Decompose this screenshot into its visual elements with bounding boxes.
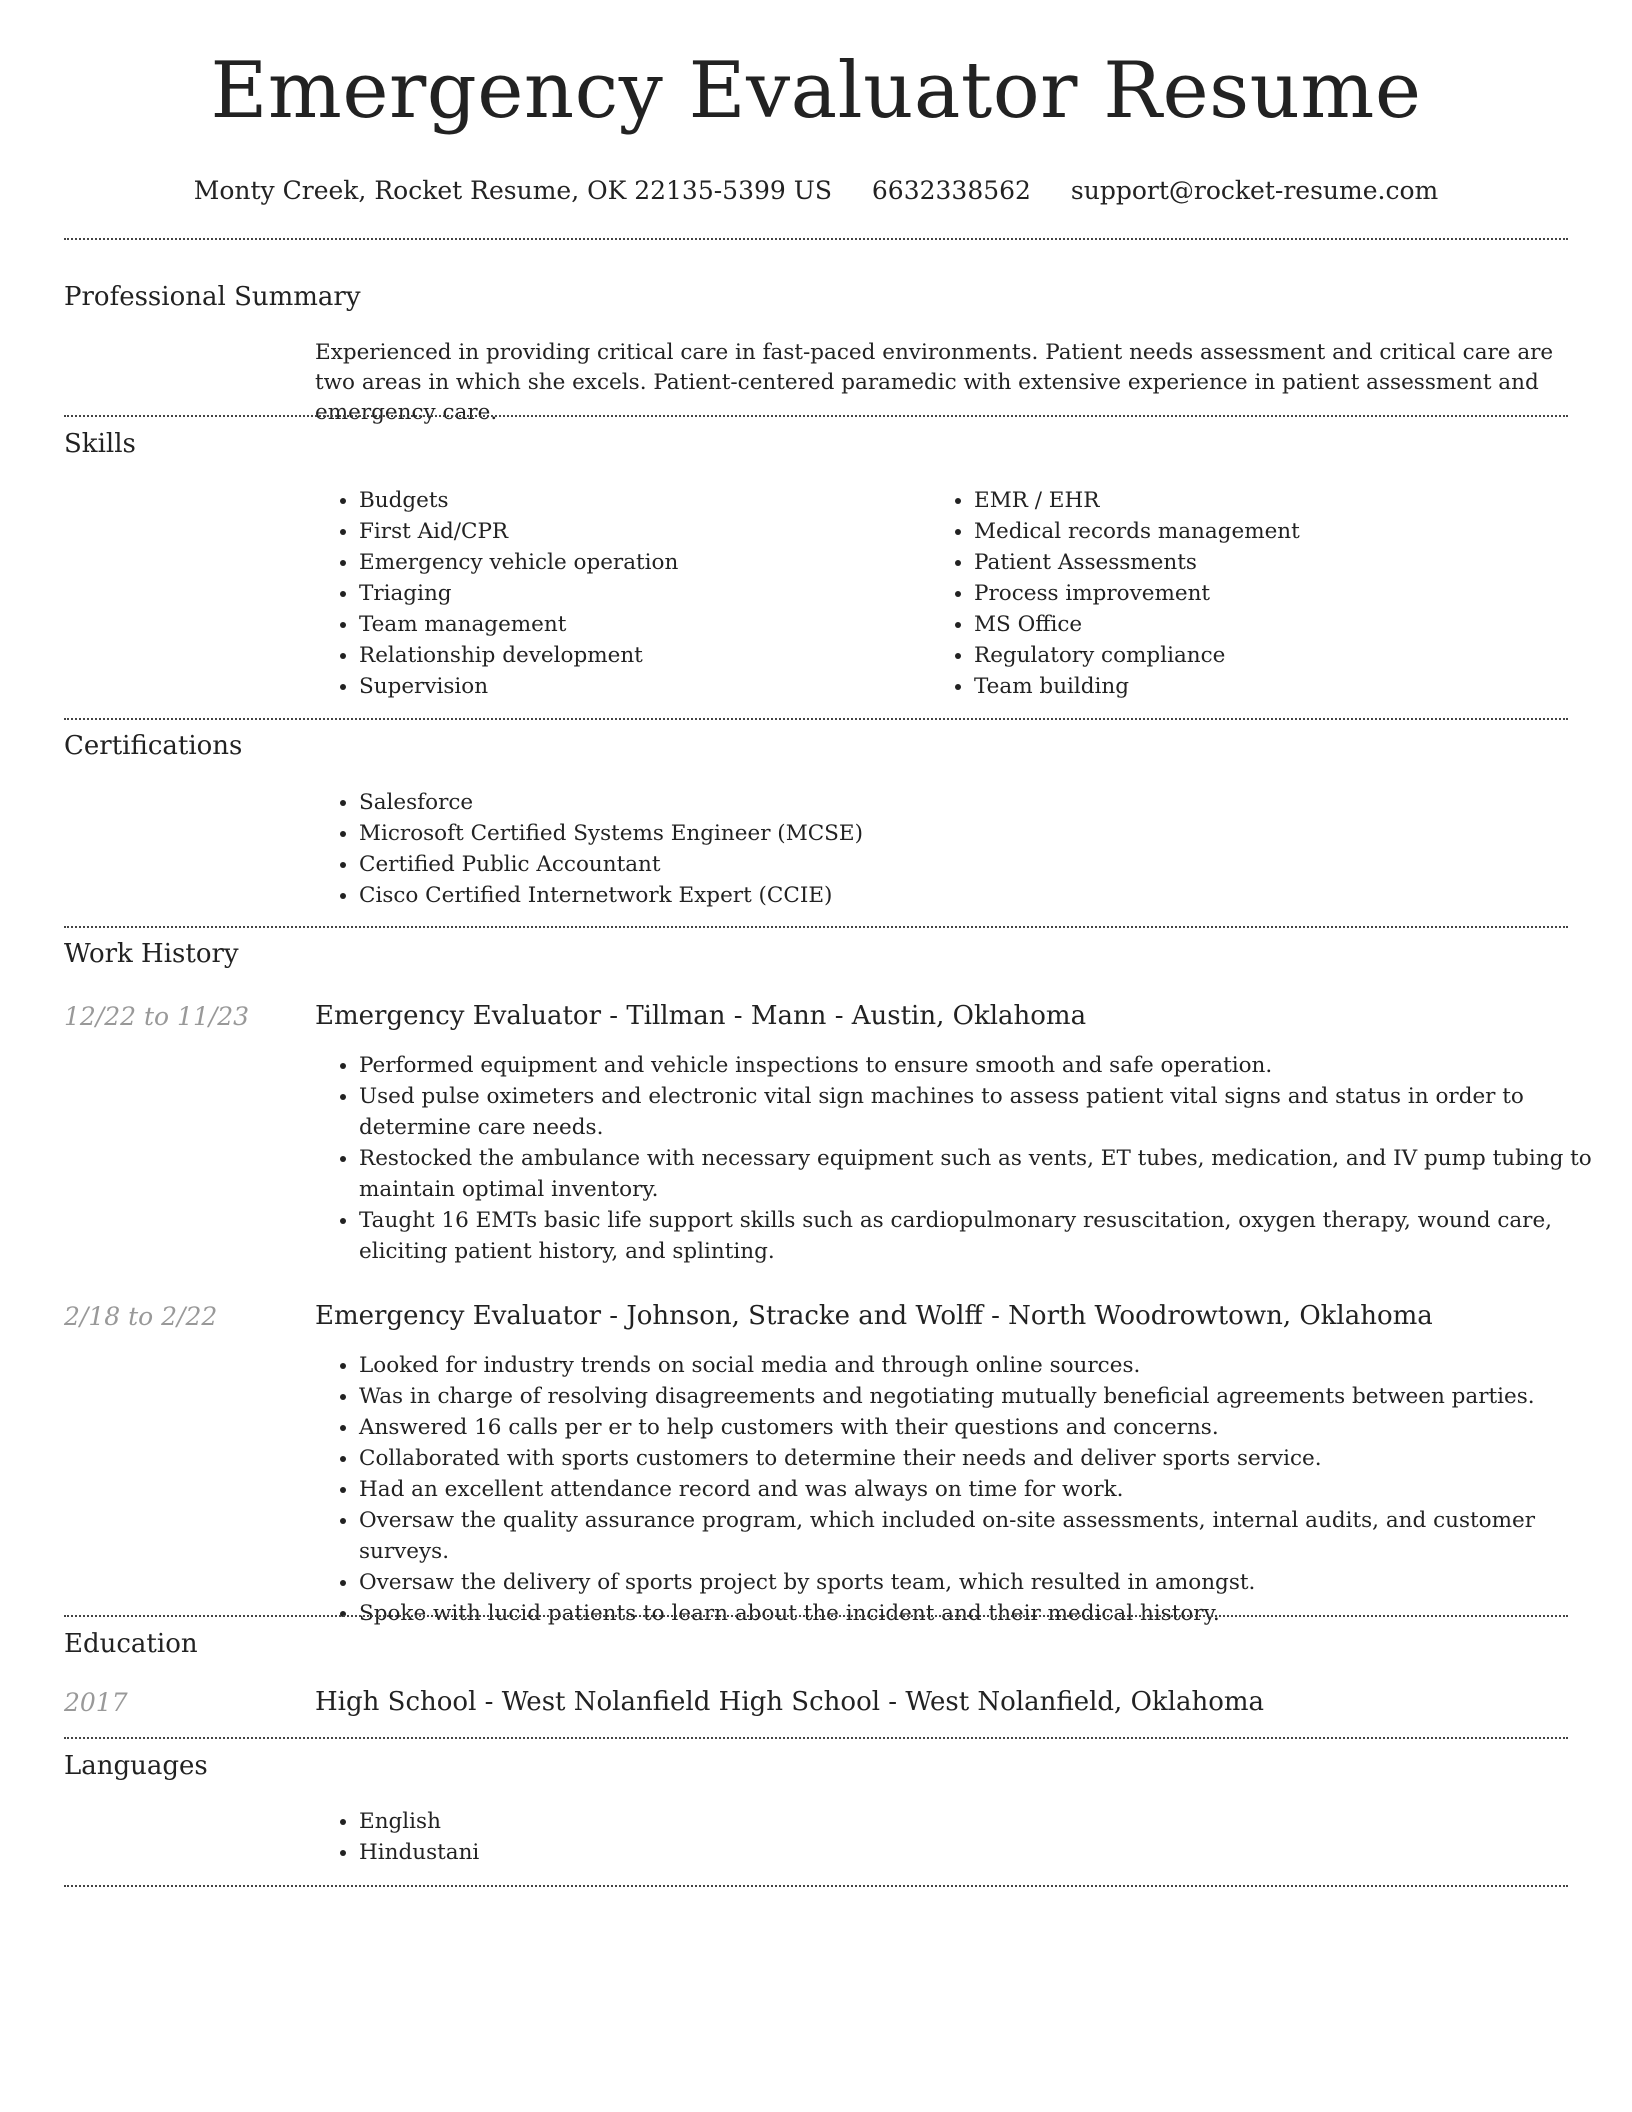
job-title: Emergency Evaluator - Tillman - Mann - Austin, Oklahoma bbox=[315, 1001, 1087, 1031]
divider bbox=[64, 1737, 1568, 1739]
contact-address: Monty Creek, Rocket Resume, OK 22135-5399 US bbox=[193, 176, 832, 205]
contact-line bbox=[0, 176, 1632, 205]
summary-heading: Professional Summary bbox=[64, 282, 361, 312]
summary-text: Experienced in providing critical care in fast-paced environments. Patient needs assessment and critical care are two areas in which she excels. Patient-centered paramedic with extensive experience in patient assessment and emergency care. bbox=[315, 340, 1554, 425]
divider bbox=[64, 1885, 1568, 1887]
list-item: • Oversaw the delivery of sports project by sports team, which resulted in amongst. bbox=[359, 1567, 1611, 1598]
skills-heading: Skills bbox=[64, 429, 136, 459]
list-item: • Used pulse oximeters and electronic vital sign machines to assess patient vital signs and status in order to determine care needs. bbox=[359, 1081, 1611, 1143]
skills-list-col2 bbox=[930, 485, 1574, 702]
certifications-list bbox=[315, 787, 1559, 911]
resume-title: Emergency Evaluator Resume bbox=[210, 46, 1422, 136]
education-year: 2017 bbox=[64, 1688, 128, 1717]
divider bbox=[64, 1615, 1568, 1617]
list-item: • Cisco Certified Internetwork Expert (CCIE) bbox=[359, 880, 1559, 911]
education-entry: High School - West Nolanfield High School - West Nolanfield, Oklahoma bbox=[315, 1687, 1265, 1717]
list-item: • Emergency vehicle operation bbox=[359, 547, 919, 578]
languages-heading: Languages bbox=[64, 1751, 208, 1781]
list-item: • Answered 16 calls per er to help customers with their questions and concerns. bbox=[359, 1412, 1611, 1443]
job-dates: 12/22 to 11/23 bbox=[64, 1002, 250, 1031]
list-item: • Performed equipment and vehicle inspections to ensure smooth and safe operation. bbox=[359, 1050, 1611, 1081]
list-item: • Collaborated with sports customers to determine their needs and deliver sports service. bbox=[359, 1443, 1611, 1474]
contact-phone: 6632338562 bbox=[871, 176, 1031, 205]
list-item: • Looked for industry trends on social media and through online sources. bbox=[359, 1350, 1611, 1381]
list-item: • English bbox=[359, 1806, 1159, 1837]
divider bbox=[64, 415, 1568, 417]
list-item: • Triaging bbox=[359, 578, 919, 609]
languages-list bbox=[315, 1806, 1159, 1868]
list-item: • Medical records management bbox=[974, 516, 1574, 547]
skills-list-col1 bbox=[315, 485, 919, 702]
list-item: • Spoke with lucid patients to learn about the incident and their medical history. bbox=[359, 1598, 1611, 1629]
job-title: Emergency Evaluator - Johnson, Stracke and Wolff - North Woodrowtown, Oklahoma bbox=[315, 1301, 1433, 1331]
work-heading: Work History bbox=[64, 939, 239, 969]
certifications-heading: Certifications bbox=[64, 731, 243, 761]
list-item: • First Aid/CPR bbox=[359, 516, 919, 547]
job-dates: 2/18 to 2/22 bbox=[64, 1302, 218, 1331]
list-item: • Had an excellent attendance record and was always on time for work. bbox=[359, 1474, 1611, 1505]
education-heading: Education bbox=[64, 1629, 198, 1659]
job-bullets bbox=[315, 1050, 1611, 1267]
divider bbox=[64, 926, 1568, 928]
list-item: • Supervision bbox=[359, 671, 919, 702]
list-item: • Team building bbox=[974, 671, 1574, 702]
list-item: • Hindustani bbox=[359, 1837, 1159, 1868]
job-bullets bbox=[315, 1350, 1611, 1629]
divider bbox=[64, 238, 1568, 240]
list-item: • Restocked the ambulance with necessary equipment such as vents, ET tubes, medication, and IV pump tubing to maintain optimal inventory. bbox=[359, 1143, 1611, 1205]
list-item: • EMR / EHR bbox=[974, 485, 1574, 516]
list-item: • Certified Public Accountant bbox=[359, 849, 1559, 880]
divider bbox=[64, 718, 1568, 720]
list-item: • Taught 16 EMTs basic life support skills such as cardiopulmonary resuscitation, oxygen therapy, wound care, eliciting patient history, and splinting. bbox=[359, 1205, 1611, 1267]
list-item: • Oversaw the quality assurance program, which included on-site assessments, internal audits, and customer surveys. bbox=[359, 1505, 1611, 1567]
list-item: • Relationship development bbox=[359, 640, 919, 671]
list-item: • Salesforce bbox=[359, 787, 1559, 818]
list-item: • Microsoft Certified Systems Engineer (MCSE) bbox=[359, 818, 1559, 849]
contact-email: support@rocket-resume.com bbox=[1070, 176, 1439, 205]
list-item: • Team management bbox=[359, 609, 919, 640]
list-item: • Budgets bbox=[359, 485, 919, 516]
list-item: • Process improvement bbox=[974, 578, 1574, 609]
list-item: • Patient Assessments bbox=[974, 547, 1574, 578]
list-item: • Regulatory compliance bbox=[974, 640, 1574, 671]
list-item: • Was in charge of resolving disagreements and negotiating mutually beneficial agreements between parties. bbox=[359, 1381, 1611, 1412]
list-item: • MS Office bbox=[974, 609, 1574, 640]
